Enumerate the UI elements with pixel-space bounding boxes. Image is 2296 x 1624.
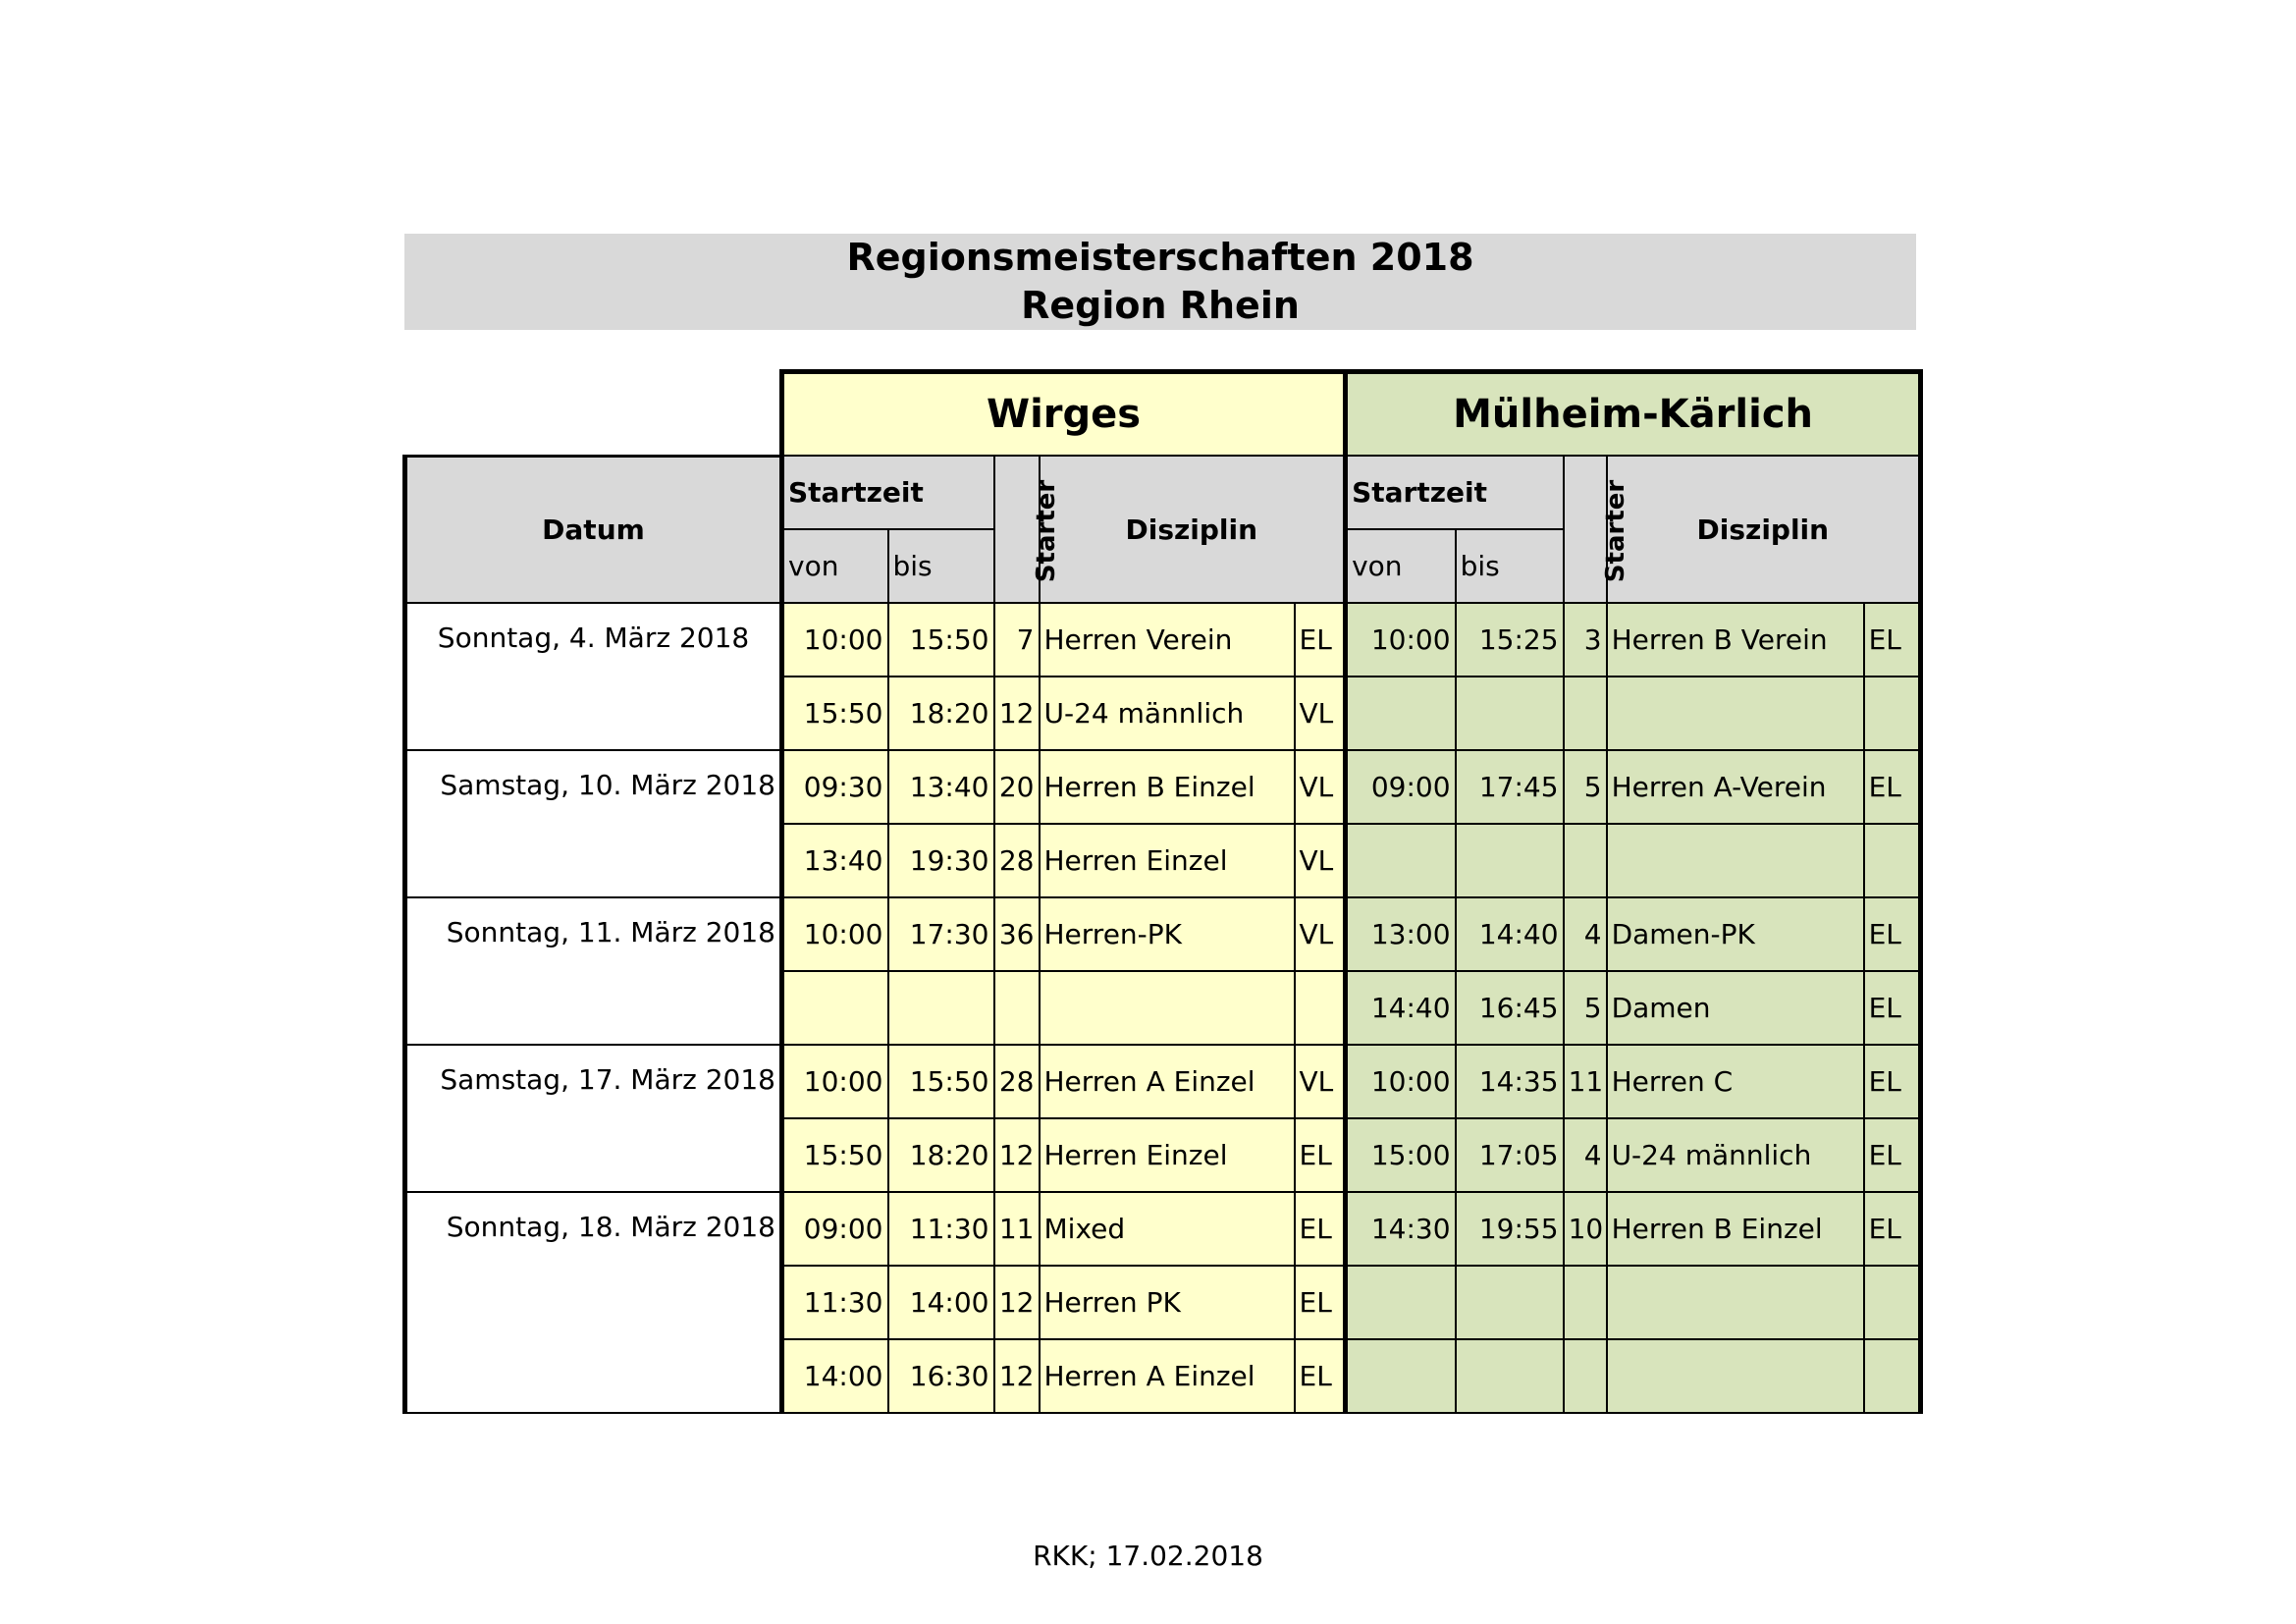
- wirges-von: 11:30: [782, 1266, 888, 1339]
- wirges-starter: 12: [994, 1118, 1040, 1192]
- muelheim-level: EL: [1864, 971, 1921, 1045]
- wirges-von: 09:00: [782, 1192, 888, 1266]
- page-subtitle: Region Rhein: [1021, 284, 1300, 327]
- muelheim-level: [1864, 1339, 1921, 1413]
- wirges-starter: 11: [994, 1192, 1040, 1266]
- muelheim-von: [1346, 677, 1456, 750]
- muelheim-starter: 11: [1564, 1045, 1607, 1118]
- muelheim-bis: [1456, 677, 1564, 750]
- wirges-bis: 15:50: [888, 603, 994, 677]
- wirges-starter: 20: [994, 750, 1040, 824]
- wirges-disziplin: U-24 männlich: [1040, 677, 1295, 750]
- venue-muelheim-kaerlich: Mülheim-Kärlich: [1346, 372, 1921, 457]
- muelheim-starter: [1564, 677, 1607, 750]
- muelheim-bis: 19:55: [1456, 1192, 1564, 1266]
- muelheim-level: EL: [1864, 897, 1921, 971]
- wirges-disziplin: Herren Einzel: [1040, 824, 1295, 897]
- muelheim-von: 13:00: [1346, 897, 1456, 971]
- col-header-datum: Datum: [405, 456, 782, 603]
- wirges-disziplin: Herren A Einzel: [1040, 1339, 1295, 1413]
- wirges-bis: 16:30: [888, 1339, 994, 1413]
- wirges-von: 09:30: [782, 750, 888, 824]
- wirges-starter: [994, 971, 1040, 1045]
- muelheim-level: EL: [1864, 603, 1921, 677]
- muelheim-von: 10:00: [1346, 603, 1456, 677]
- muelheim-starter: 5: [1564, 750, 1607, 824]
- muelheim-bis: 14:40: [1456, 897, 1564, 971]
- wirges-disziplin: Mixed: [1040, 1192, 1295, 1266]
- schedule-table: [402, 369, 1923, 1414]
- muelheim-starter: 5: [1564, 971, 1607, 1045]
- col-header-bis-w: bis: [888, 529, 994, 603]
- col-header-startzeit-m: Startzeit: [1346, 456, 1564, 529]
- header-row-1: [405, 456, 1921, 529]
- wirges-level: EL: [1295, 1266, 1346, 1339]
- wirges-von: [782, 971, 888, 1045]
- muelheim-von: [1346, 1266, 1456, 1339]
- footer-note: RKK; 17.02.2018: [1033, 1540, 1263, 1572]
- venue-header-row: [405, 372, 1921, 457]
- muelheim-bis: 16:45: [1456, 971, 1564, 1045]
- muelheim-von: 09:00: [1346, 750, 1456, 824]
- wirges-disziplin: Herren-PK: [1040, 897, 1295, 971]
- muelheim-level: [1864, 677, 1921, 750]
- wirges-disziplin: Herren PK: [1040, 1266, 1295, 1339]
- muelheim-starter: 10: [1564, 1192, 1607, 1266]
- muelheim-disziplin: Damen: [1607, 971, 1864, 1045]
- wirges-disziplin: Herren Einzel: [1040, 1118, 1295, 1192]
- muelheim-von: 14:40: [1346, 971, 1456, 1045]
- col-header-disziplin-w: Disziplin: [1040, 456, 1346, 603]
- date-cell: Sonntag, 11. März 2018: [405, 897, 782, 1045]
- muelheim-bis: [1456, 824, 1564, 897]
- muelheim-disziplin: [1607, 1339, 1864, 1413]
- wirges-disziplin: Herren Verein: [1040, 603, 1295, 677]
- wirges-starter: 12: [994, 677, 1040, 750]
- wirges-level: VL: [1295, 897, 1346, 971]
- date-cell: Sonntag, 4. März 2018: [405, 603, 782, 750]
- col-header-starter-w: Starter: [994, 456, 1040, 603]
- muelheim-starter: [1564, 1339, 1607, 1413]
- muelheim-starter: [1564, 824, 1607, 897]
- muelheim-disziplin: [1607, 824, 1864, 897]
- wirges-von: 13:40: [782, 824, 888, 897]
- wirges-von: 15:50: [782, 1118, 888, 1192]
- muelheim-von: [1346, 1339, 1456, 1413]
- wirges-bis: 14:00: [888, 1266, 994, 1339]
- date-cell: Sonntag, 18. März 2018: [405, 1192, 782, 1413]
- wirges-level: EL: [1295, 603, 1346, 677]
- muelheim-starter: [1564, 1266, 1607, 1339]
- venue-wirges: Wirges: [782, 372, 1346, 457]
- wirges-bis: 18:20: [888, 1118, 994, 1192]
- wirges-bis: 17:30: [888, 897, 994, 971]
- muelheim-level: EL: [1864, 1118, 1921, 1192]
- title-banner: [404, 234, 1916, 330]
- wirges-starter: 7: [994, 603, 1040, 677]
- muelheim-bis: 15:25: [1456, 603, 1564, 677]
- table-row: [405, 1045, 1921, 1118]
- muelheim-starter: 3: [1564, 603, 1607, 677]
- wirges-level: EL: [1295, 1118, 1346, 1192]
- muelheim-disziplin: Damen-PK: [1607, 897, 1864, 971]
- wirges-starter: 12: [994, 1339, 1040, 1413]
- page-title: Regionsmeisterschaften 2018: [846, 236, 1474, 279]
- muelheim-bis: [1456, 1266, 1564, 1339]
- wirges-von: 10:00: [782, 897, 888, 971]
- muelheim-level: EL: [1864, 1192, 1921, 1266]
- wirges-von: 14:00: [782, 1339, 888, 1413]
- muelheim-von: 14:30: [1346, 1192, 1456, 1266]
- muelheim-level: EL: [1864, 750, 1921, 824]
- wirges-von: 10:00: [782, 1045, 888, 1118]
- muelheim-disziplin: Herren C: [1607, 1045, 1864, 1118]
- muelheim-disziplin: Herren B Einzel: [1607, 1192, 1864, 1266]
- muelheim-level: [1864, 824, 1921, 897]
- date-cell: Samstag, 10. März 2018: [405, 750, 782, 897]
- wirges-disziplin: Herren B Einzel: [1040, 750, 1295, 824]
- muelheim-level: EL: [1864, 1045, 1921, 1118]
- table-row: [405, 750, 1921, 824]
- col-header-starter-m: Starter: [1564, 456, 1607, 603]
- wirges-bis: 15:50: [888, 1045, 994, 1118]
- wirges-level: VL: [1295, 1045, 1346, 1118]
- muelheim-disziplin: [1607, 677, 1864, 750]
- muelheim-von: [1346, 824, 1456, 897]
- wirges-bis: 18:20: [888, 677, 994, 750]
- wirges-level: EL: [1295, 1192, 1346, 1266]
- table-row: [405, 897, 1921, 971]
- muelheim-disziplin: [1607, 1266, 1864, 1339]
- date-cell: Samstag, 17. März 2018: [405, 1045, 782, 1192]
- col-header-disziplin-m: Disziplin: [1607, 456, 1921, 603]
- table-row: [405, 603, 1921, 677]
- muelheim-bis: [1456, 1339, 1564, 1413]
- muelheim-starter: 4: [1564, 1118, 1607, 1192]
- muelheim-starter: 4: [1564, 897, 1607, 971]
- muelheim-disziplin: U-24 männlich: [1607, 1118, 1864, 1192]
- wirges-starter: 12: [994, 1266, 1040, 1339]
- wirges-level: [1295, 971, 1346, 1045]
- wirges-bis: 19:30: [888, 824, 994, 897]
- wirges-level: VL: [1295, 750, 1346, 824]
- wirges-von: 10:00: [782, 603, 888, 677]
- muelheim-disziplin: Herren B Verein: [1607, 603, 1864, 677]
- wirges-bis: [888, 971, 994, 1045]
- muelheim-level: [1864, 1266, 1921, 1339]
- wirges-level: VL: [1295, 824, 1346, 897]
- wirges-disziplin: [1040, 971, 1295, 1045]
- muelheim-von: 15:00: [1346, 1118, 1456, 1192]
- table-row: [405, 1192, 1921, 1266]
- wirges-starter: 28: [994, 1045, 1040, 1118]
- col-header-bis-m: bis: [1456, 529, 1564, 603]
- muelheim-bis: 17:05: [1456, 1118, 1564, 1192]
- wirges-bis: 13:40: [888, 750, 994, 824]
- col-header-startzeit-w: Startzeit: [782, 456, 994, 529]
- col-header-von-w: von: [782, 529, 888, 603]
- wirges-starter: 28: [994, 824, 1040, 897]
- muelheim-bis: 14:35: [1456, 1045, 1564, 1118]
- muelheim-bis: 17:45: [1456, 750, 1564, 824]
- wirges-starter: 36: [994, 897, 1040, 971]
- wirges-bis: 11:30: [888, 1192, 994, 1266]
- wirges-disziplin: Herren A Einzel: [1040, 1045, 1295, 1118]
- wirges-von: 15:50: [782, 677, 888, 750]
- wirges-level: VL: [1295, 677, 1346, 750]
- wirges-level: EL: [1295, 1339, 1346, 1413]
- muelheim-disziplin: Herren A-Verein: [1607, 750, 1864, 824]
- muelheim-von: 10:00: [1346, 1045, 1456, 1118]
- col-header-von-m: von: [1346, 529, 1456, 603]
